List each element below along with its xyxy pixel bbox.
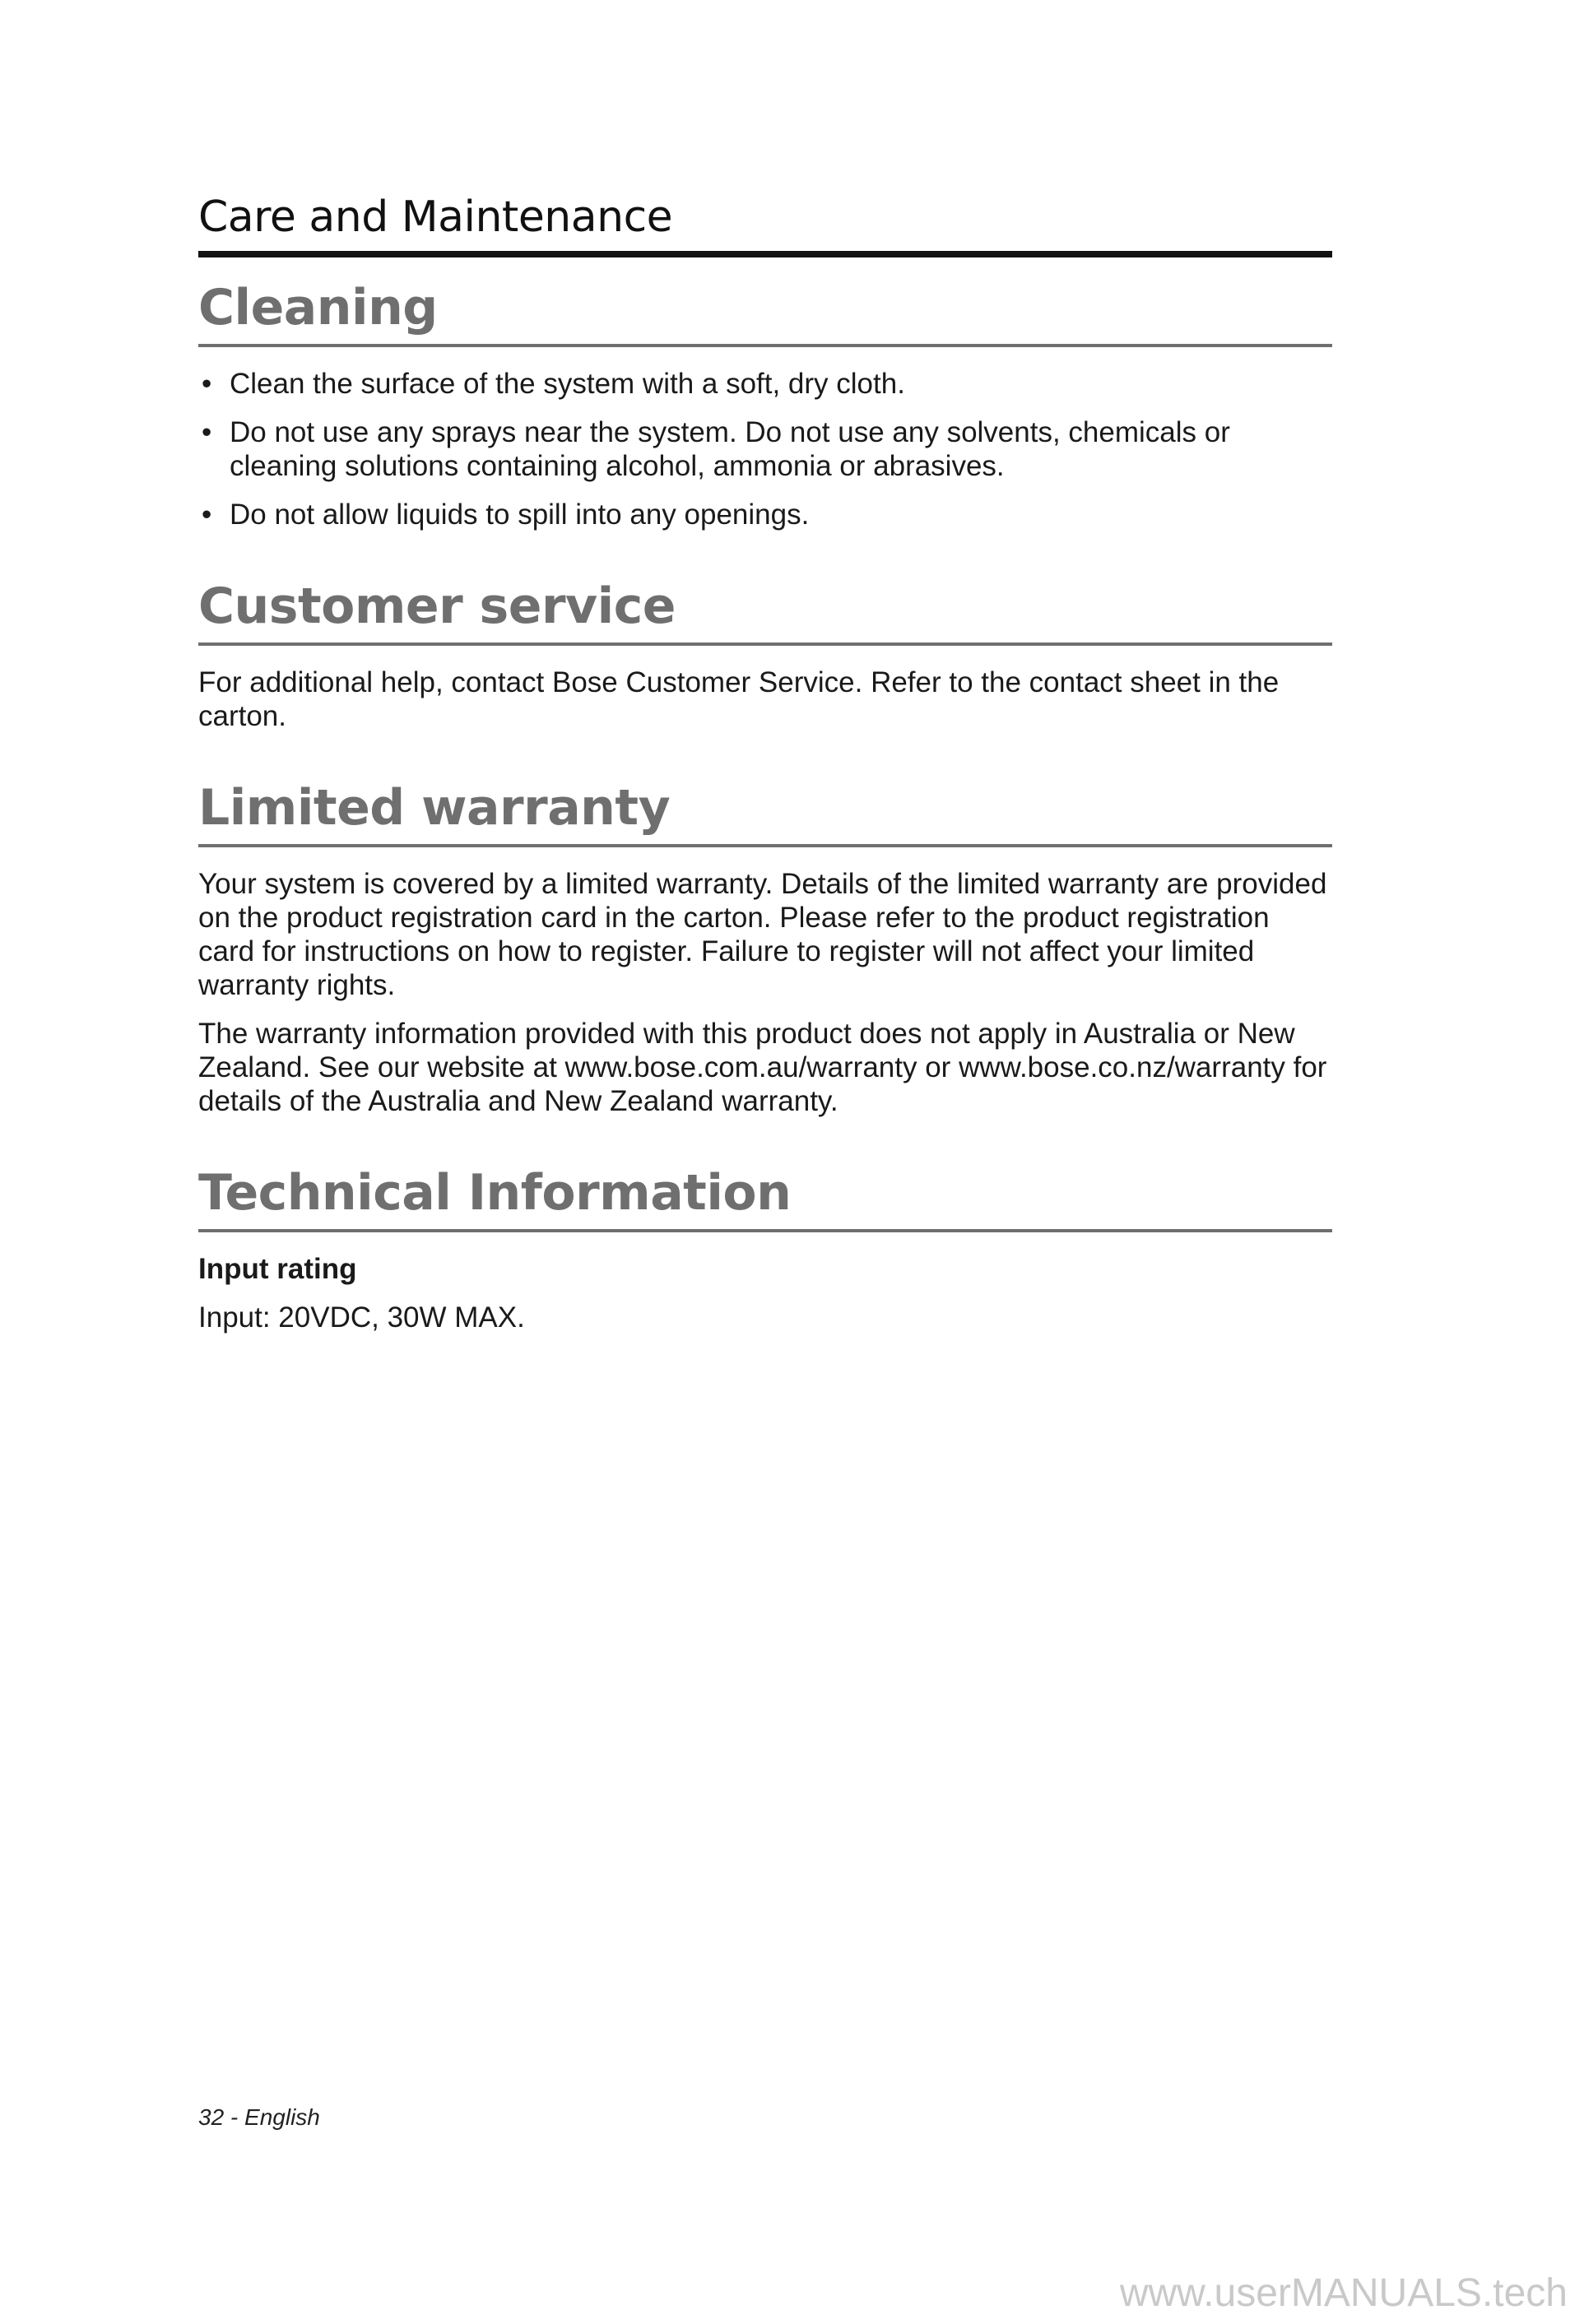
list-item [198, 415, 1332, 483]
limited-warranty-heading: Limited warranty [198, 777, 1332, 847]
list-item-text: Clean the surface of the system with a soft, dry cloth. [230, 368, 905, 400]
list-item-text: Do not allow liquids to spill into any openings. [230, 499, 810, 531]
list-item-text: Do not use any sprays near the system. Do not use any solvents, chemicals or cleaning solutions containing alcohol, ammonia or abrasives. [230, 416, 1230, 482]
cleaning-heading: Cleaning [198, 277, 1332, 347]
list-item [198, 498, 1332, 531]
bullet-icon: • [202, 416, 212, 448]
watermark: www.userMANUALS.tech [1119, 2271, 1568, 2315]
list-item [198, 367, 1332, 401]
input-rating-text: Input: 20VDC, 30W MAX. [198, 1301, 525, 1334]
technical-information-heading: Technical Information [198, 1162, 1332, 1232]
page-footer: 32 - English [198, 2104, 320, 2130]
warranty-paragraph: The warranty information provided with this product does not apply in Australia or New Zealand. See our website at www.bose.com.au/warranty or www.bose.co.nz/warranty for details of the Australia and New Zealand warranty. [198, 1018, 1327, 1117]
input-rating-subheading: Input rating [198, 1253, 357, 1285]
chapter-title: Care and Maintenance [198, 191, 1332, 257]
cleaning-list [198, 367, 1332, 531]
customer-service-text: For additional help, contact Bose Customer Service. Refer to the contact sheet in the carton. [198, 666, 1280, 732]
bullet-icon: • [202, 368, 212, 400]
page-content [198, 191, 1332, 1334]
warranty-paragraph: Your system is covered by a limited warranty. Details of the limited warranty are provided on the product registration card in the carton. Please refer to the product registration card for instructions on how to register. Failure to register will not affect your limited warranty rights. [198, 868, 1327, 1001]
customer-service-heading: Customer service [198, 576, 1332, 646]
bullet-icon: • [202, 499, 212, 531]
